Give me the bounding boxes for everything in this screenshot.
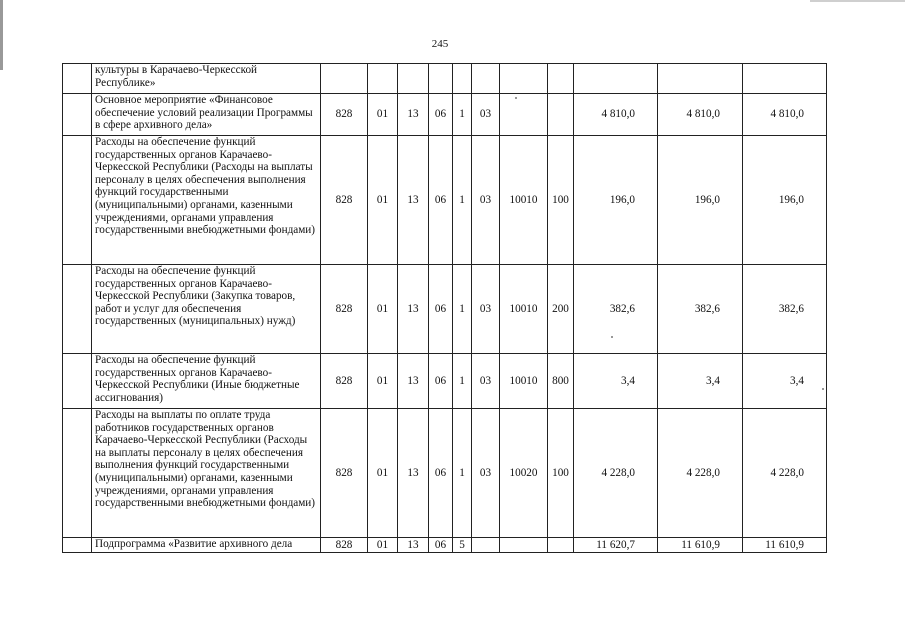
cell-ministry — [321, 64, 368, 94]
cell-subsection — [398, 64, 429, 94]
cell-section: 01 — [368, 538, 398, 553]
cell-number — [63, 538, 92, 553]
cell-amount-year-3: 4 810,0 — [743, 94, 827, 136]
cell-item-name: Расходы на выплаты по оплате труда работников государственных органов Карачаево-Черкесской Республики (Расходы на выплаты персоналу в целях обеспечения выполнения функций государственными (муниципальными) органами, казенными учреждениями, органами управления государственными внебюджетными фондами) — [92, 409, 321, 538]
scan-corner-mark — [810, 0, 905, 2]
cell-subsection: 13 — [398, 409, 429, 538]
scan-speck — [822, 388, 824, 390]
cell-amount-year-3: 382,6 — [743, 265, 827, 354]
cell-amount-year-3: 196,0 — [743, 136, 827, 265]
cell-main-event: 03 — [472, 94, 500, 136]
cell-number — [63, 265, 92, 354]
table-row — [63, 354, 827, 409]
cell-subsection: 13 — [398, 354, 429, 409]
cell-main-event: 03 — [472, 136, 500, 265]
cell-number — [63, 354, 92, 409]
cell-direction — [500, 64, 548, 94]
cell-direction — [500, 538, 548, 553]
cell-direction — [500, 94, 548, 136]
cell-subprogram: 1 — [453, 265, 472, 354]
cell-ministry: 828 — [321, 538, 368, 553]
cell-expense-type: 100 — [548, 136, 574, 265]
cell-subprogram: 1 — [453, 94, 472, 136]
table-row — [63, 409, 827, 538]
cell-amount-year-1: 3,4 — [574, 354, 658, 409]
cell-amount-year-1: 196,0 — [574, 136, 658, 265]
cell-section: 01 — [368, 265, 398, 354]
page-number: 245 — [431, 38, 449, 50]
cell-section: 01 — [368, 409, 398, 538]
scan-speck — [515, 97, 517, 99]
cell-subprogram: 1 — [453, 136, 472, 265]
cell-section: 01 — [368, 354, 398, 409]
cell-amount-year-3: 11 610,9 — [743, 538, 827, 553]
cell-number — [63, 136, 92, 265]
cell-subprogram: 1 — [453, 409, 472, 538]
cell-ministry: 828 — [321, 136, 368, 265]
cell-subprogram: 1 — [453, 354, 472, 409]
cell-section — [368, 64, 398, 94]
cell-program: 06 — [429, 136, 453, 265]
cell-subsection: 13 — [398, 538, 429, 553]
cell-amount-year-1: 4 228,0 — [574, 409, 658, 538]
cell-ministry: 828 — [321, 409, 368, 538]
cell-amount-year-1: 382,6 — [574, 265, 658, 354]
cell-ministry: 828 — [321, 354, 368, 409]
cell-expense-type — [548, 64, 574, 94]
cell-ministry: 828 — [321, 265, 368, 354]
cell-main-event — [472, 64, 500, 94]
cell-direction: 10010 — [500, 265, 548, 354]
cell-direction: 10010 — [500, 354, 548, 409]
cell-amount-year-2: 4 810,0 — [658, 94, 743, 136]
cell-main-event: 03 — [472, 265, 500, 354]
budget-table — [62, 63, 827, 553]
cell-amount-year-1: 4 810,0 — [574, 94, 658, 136]
cell-amount-year-1 — [574, 64, 658, 94]
cell-number — [63, 409, 92, 538]
cell-amount-year-3 — [743, 64, 827, 94]
cell-direction: 10020 — [500, 409, 548, 538]
cell-main-event: 03 — [472, 354, 500, 409]
cell-item-name: Расходы на обеспечение функций государственных органов Карачаево-Черкесской Республики (Расходы на выплаты персоналу в целях обеспечения выполнения функций государственными (муниципальными) органами, казенными учреждениями, органами управления государственными внебюджетными фондами) — [92, 136, 321, 265]
cell-expense-type — [548, 94, 574, 136]
table-row — [63, 538, 827, 553]
cell-expense-type: 800 — [548, 354, 574, 409]
table-row — [63, 136, 827, 265]
cell-item-name: Основное мероприятие «Финансовое обеспечение условий реализации Программы в сфере архивного дела» — [92, 94, 321, 136]
cell-program: 06 — [429, 354, 453, 409]
cell-item-name: Подпрограмма «Развитие архивного дела — [92, 538, 321, 553]
cell-section: 01 — [368, 136, 398, 265]
cell-ministry: 828 — [321, 94, 368, 136]
cell-amount-year-3: 4 228,0 — [743, 409, 827, 538]
cell-program: 06 — [429, 265, 453, 354]
cell-main-event: 03 — [472, 409, 500, 538]
cell-program: 06 — [429, 94, 453, 136]
table-row — [63, 94, 827, 136]
cell-amount-year-2: 4 228,0 — [658, 409, 743, 538]
cell-number — [63, 64, 92, 94]
cell-expense-type — [548, 538, 574, 553]
cell-program: 06 — [429, 538, 453, 553]
cell-item-name: Расходы на обеспечение функций государственных органов Карачаево-Черкесской Республики (Иные бюджетные ассигнования) — [92, 354, 321, 409]
cell-subsection: 13 — [398, 265, 429, 354]
cell-program — [429, 64, 453, 94]
cell-amount-year-2: 382,6 — [658, 265, 743, 354]
cell-expense-type: 100 — [548, 409, 574, 538]
scan-speck — [611, 336, 613, 338]
cell-subprogram: 5 — [453, 538, 472, 553]
cell-expense-type: 200 — [548, 265, 574, 354]
cell-subprogram — [453, 64, 472, 94]
cell-program: 06 — [429, 409, 453, 538]
cell-section: 01 — [368, 94, 398, 136]
scan-edge-mark — [0, 0, 3, 70]
cell-subsection: 13 — [398, 94, 429, 136]
table-row — [63, 265, 827, 354]
cell-amount-year-3: 3,4 — [743, 354, 827, 409]
cell-number — [63, 94, 92, 136]
cell-amount-year-2: 196,0 — [658, 136, 743, 265]
table-row — [63, 64, 827, 94]
cell-main-event — [472, 538, 500, 553]
cell-amount-year-2 — [658, 64, 743, 94]
cell-amount-year-2: 3,4 — [658, 354, 743, 409]
cell-amount-year-2: 11 610,9 — [658, 538, 743, 553]
cell-item-name: Расходы на обеспечение функций государственных органов Карачаево-Черкесской Республики (Закупка товаров, работ и услуг для обеспечения государственных (муниципальных) нужд) — [92, 265, 321, 354]
cell-item-name: культуры в Карачаево-Черкесской Республике» — [92, 64, 321, 94]
cell-subsection: 13 — [398, 136, 429, 265]
cell-amount-year-1: 11 620,7 — [574, 538, 658, 553]
cell-direction: 10010 — [500, 136, 548, 265]
